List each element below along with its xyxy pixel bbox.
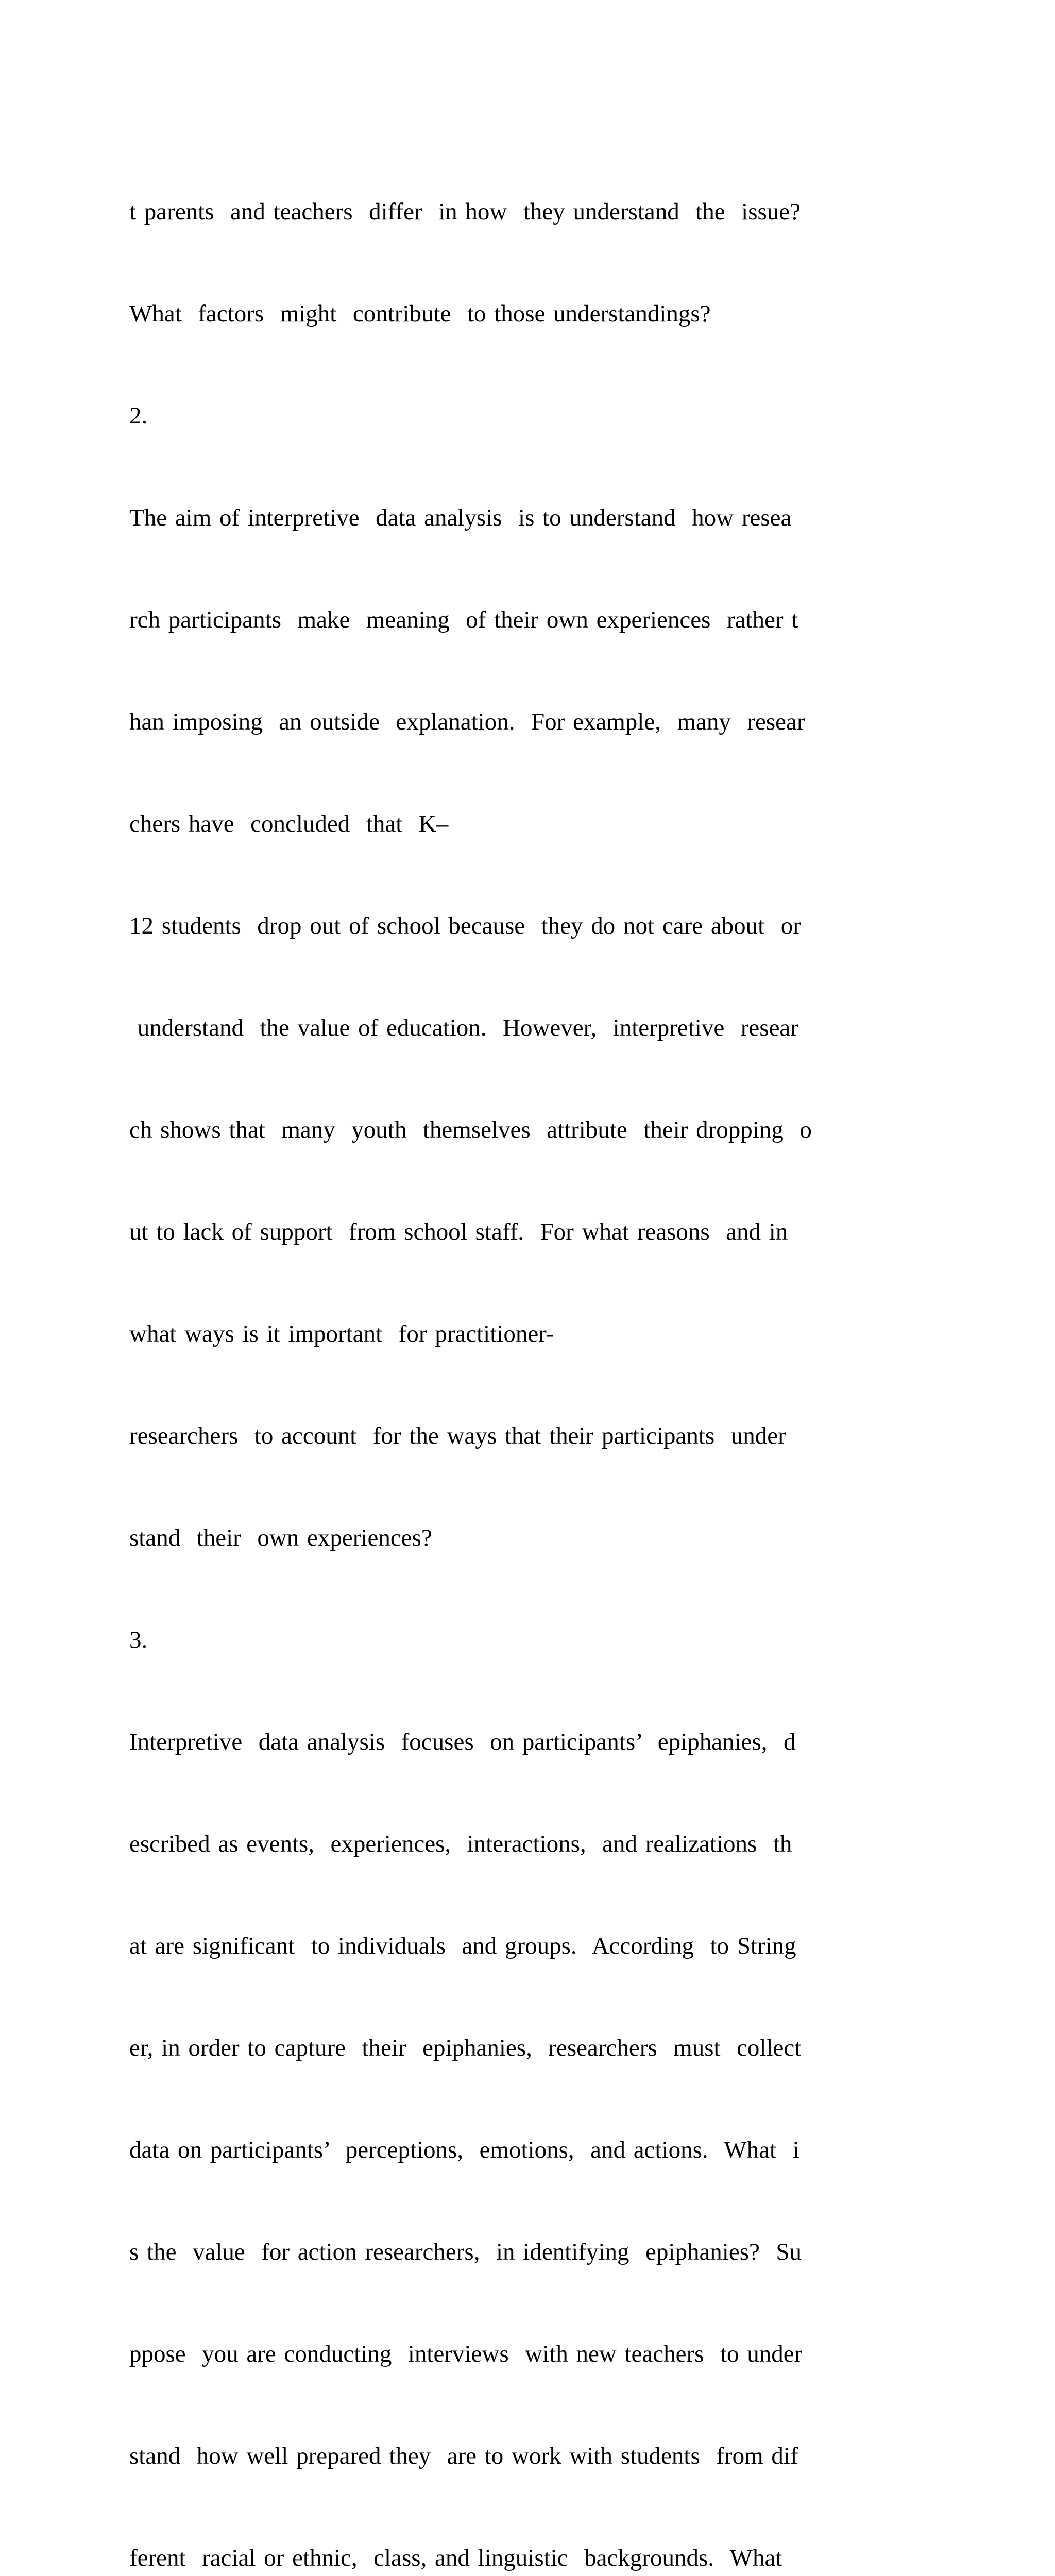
text-line: escribed as events, experiences, interactions, and realizations th bbox=[129, 1831, 792, 1857]
text-line: The aim of interpretive data analysis is to understand how resea bbox=[129, 504, 792, 531]
text-line: ut to lack of support from school staff. For what reasons and in bbox=[129, 1218, 788, 1245]
text-line: ferent racial or ethnic, class, and linguistic backgrounds. What bbox=[129, 2545, 782, 2571]
text-line: er, in order to capture their epiphanies, researchers must collect bbox=[129, 2035, 802, 2061]
text-line: chers have concluded that K– bbox=[129, 810, 449, 837]
text-line: 12 students drop out of school because they do not care about or bbox=[129, 912, 801, 939]
text-line: stand their own experiences? bbox=[129, 1524, 432, 1551]
document-text bbox=[129, 127, 933, 2576]
text-line: understand the value of education. However, interpretive resear bbox=[129, 1014, 798, 1041]
text-line: What factors might contribute to those understandings? bbox=[129, 300, 711, 327]
text-line: data on participants’ perceptions, emotions, and actions. What i bbox=[129, 2137, 799, 2163]
text-line: ch shows that many youth themselves attribute their dropping o bbox=[129, 1116, 812, 1143]
text-line: ppose you are conducting interviews with new teachers to under bbox=[129, 2341, 803, 2367]
text-line: s the value for action researchers, in identifying epiphanies? Su bbox=[129, 2239, 802, 2265]
text-line: 2. bbox=[129, 402, 148, 429]
text-line: 3. bbox=[129, 1626, 148, 1653]
text-line: han imposing an outside explanation. For example, many resear bbox=[129, 708, 805, 735]
text-line: stand how well prepared they are to work with students from dif bbox=[129, 2443, 798, 2469]
text-line: rch participants make meaning of their own experiences rather t bbox=[129, 606, 798, 633]
text-line: Interpretive data analysis focuses on participants’ epiphanies, d bbox=[129, 1728, 796, 1755]
text-line: at are significant to individuals and groups. According to String bbox=[129, 1933, 796, 1959]
text-line: t parents and teachers differ in how they understand the issue? bbox=[129, 198, 801, 225]
text-line: researchers to account for the ways that their participants under bbox=[129, 1422, 786, 1449]
text-line: what ways is it important for practitioner- bbox=[129, 1320, 554, 1347]
